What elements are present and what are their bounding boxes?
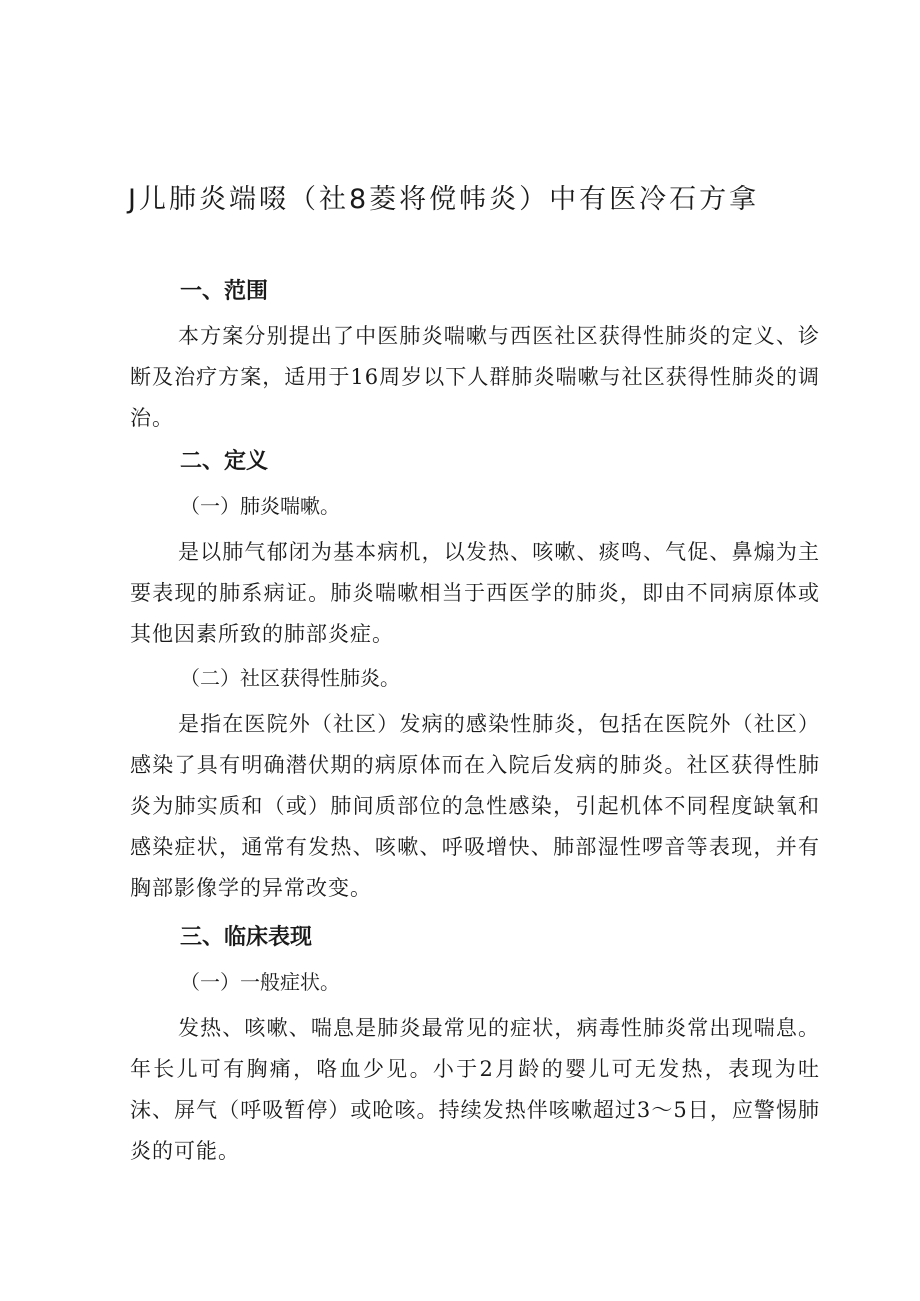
scope-paragraph: 本方案分别提出了中医肺炎喘嗽与西医社区获得性肺炎的定义、诊断及治疗方案，适用于16周岁以下人群肺炎喘嗽与社区获得性肺炎的调治。	[130, 324, 820, 430]
subheading-general-symptoms: （一）一般症状。	[180, 970, 340, 994]
subheading-pneumonia-asthma: （一）肺炎喘嗽。	[180, 494, 340, 518]
section-heading-clinical: 三、临床表现	[180, 925, 313, 950]
section-heading-scope: 一、范围	[180, 279, 269, 304]
subheading-community-pneumonia: （二）社区获得性肺炎。	[180, 666, 400, 690]
section-heading-definition: 二、定义	[180, 449, 269, 474]
community-pneumonia-paragraph: 是指在医院外（社区）发病的感染性肺炎，包括在医院外（社区）感染了具有明确潜伏期的病原体而在入院后发病的肺炎。社区获得性肺炎为肺实质和（或）肺间质部位的急性感染，引起机体不同程度缺氧和感染症状，通常有发热、咳嗽、呼吸增快、肺部湿性啰音等表现，并有胸部影像学的异常改变。	[130, 712, 820, 900]
document-title: J儿肺炎端啜（社8菱将傥帏炎）中有医冷石方拿	[128, 184, 760, 215]
pneumonia-asthma-paragraph: 是以肺气郁闭为基本病机，以发热、咳嗽、痰鸣、气促、鼻煽为主要表现的肺系病证。肺炎喘嗽相当于西医学的肺炎，即由不同病原体或其他因素所致的肺部炎症。	[130, 540, 820, 646]
general-symptoms-paragraph: 发热、咳嗽、喘息是肺炎最常见的症状，病毒性肺炎常出现喘息。年长儿可有胸痛，咯血少见。小于2月龄的婴儿可无发热，表现为吐沫、屏气（呼吸暂停）或呛咳。持续发热伴咳嗽超过3～5日，应警惕肺炎的可能。	[130, 1016, 820, 1163]
